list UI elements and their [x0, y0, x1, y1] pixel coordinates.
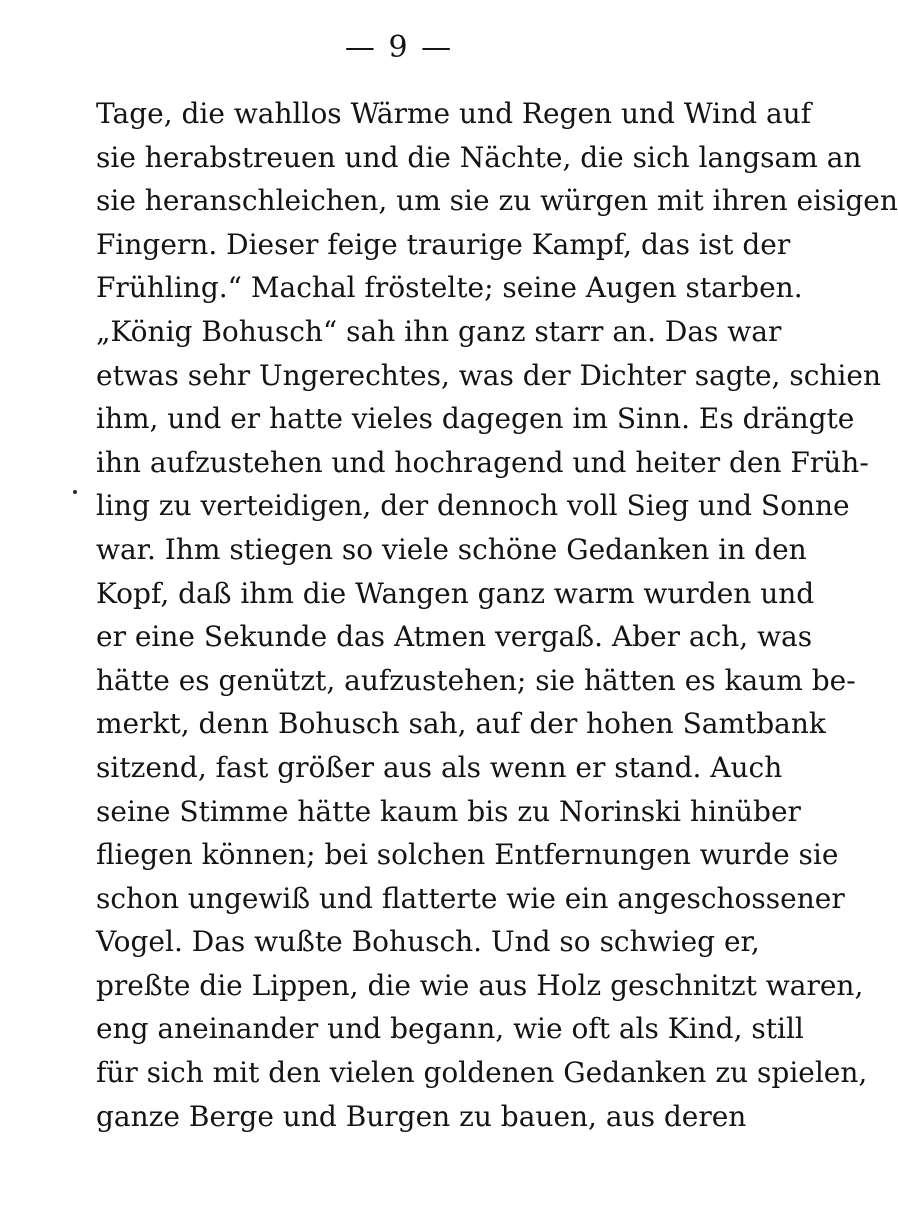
page-number: — 9 — — [344, 30, 454, 65]
text-line: schon ungewiß und flatterte wie ein angeschossener — [96, 881, 845, 915]
text-line: Fingern. Dieser feige traurige Kampf, das ist der — [96, 227, 791, 261]
text-line: sie herabstreuen und die Nächte, die sich langsam an — [96, 140, 862, 174]
text-line: Tage, die wahllos Wärme und Regen und Wind auf — [96, 97, 812, 130]
text-line: merkt, denn Bohusch sah, auf der hohen Samtbank — [96, 707, 826, 741]
body-text — [96, 92, 898, 1138]
text-line: war. Ihm stiegen so viele schöne Gedanken in den — [96, 532, 807, 566]
text-line: sie heranschleichen, um sie zu würgen mit ihren eisigen — [96, 184, 898, 218]
text-line: preßte die Lippen, die wie aus Holz geschnitzt waren, — [96, 968, 864, 1002]
text-line: Vogel. Das wußte Bohusch. Und so schwieg er, — [96, 925, 760, 959]
text-line: „König Bohusch“ sah ihn ganz starr an. Das war — [96, 314, 782, 348]
text-line: sitzend, fast größer aus als wenn er stand. Auch — [96, 750, 783, 784]
text-line: für sich mit den vielen goldenen Gedanken zu spielen, — [96, 1056, 868, 1090]
text-line: Frühling.“ Machal fröstelte; seine Augen starben. — [96, 271, 803, 305]
text-line: ganze Berge und Burgen zu bauen, aus deren — [96, 1099, 747, 1133]
text-line: er eine Sekunde das Atmen vergaß. Aber ach, was — [96, 620, 813, 654]
text-line: hätte es genützt, aufzustehen; sie hätten es kaum be- — [96, 663, 856, 697]
text-line: ihn aufzustehen und hochragend und heiter den Früh- — [96, 445, 869, 479]
text-line: ihm, und er hatte vieles dagegen im Sinn. Es drängte — [96, 402, 855, 436]
text-line: Kopf, daß ihm die Wangen ganz warm wurden und — [96, 576, 815, 610]
text-line: etwas sehr Ungerechtes, was der Dichter sagte, schien — [96, 358, 881, 392]
text-line: fliegen können; bei solchen Entfernungen wurde sie — [96, 838, 839, 872]
text-line: eng aneinander und begann, wie oft als Kind, still — [96, 1012, 804, 1046]
text-line: ling zu verteidigen, der dennoch voll Sieg und Sonne — [96, 489, 850, 523]
margin-speck — [73, 490, 77, 494]
text-line: seine Stimme hätte kaum bis zu Norinski hinüber — [96, 794, 801, 828]
